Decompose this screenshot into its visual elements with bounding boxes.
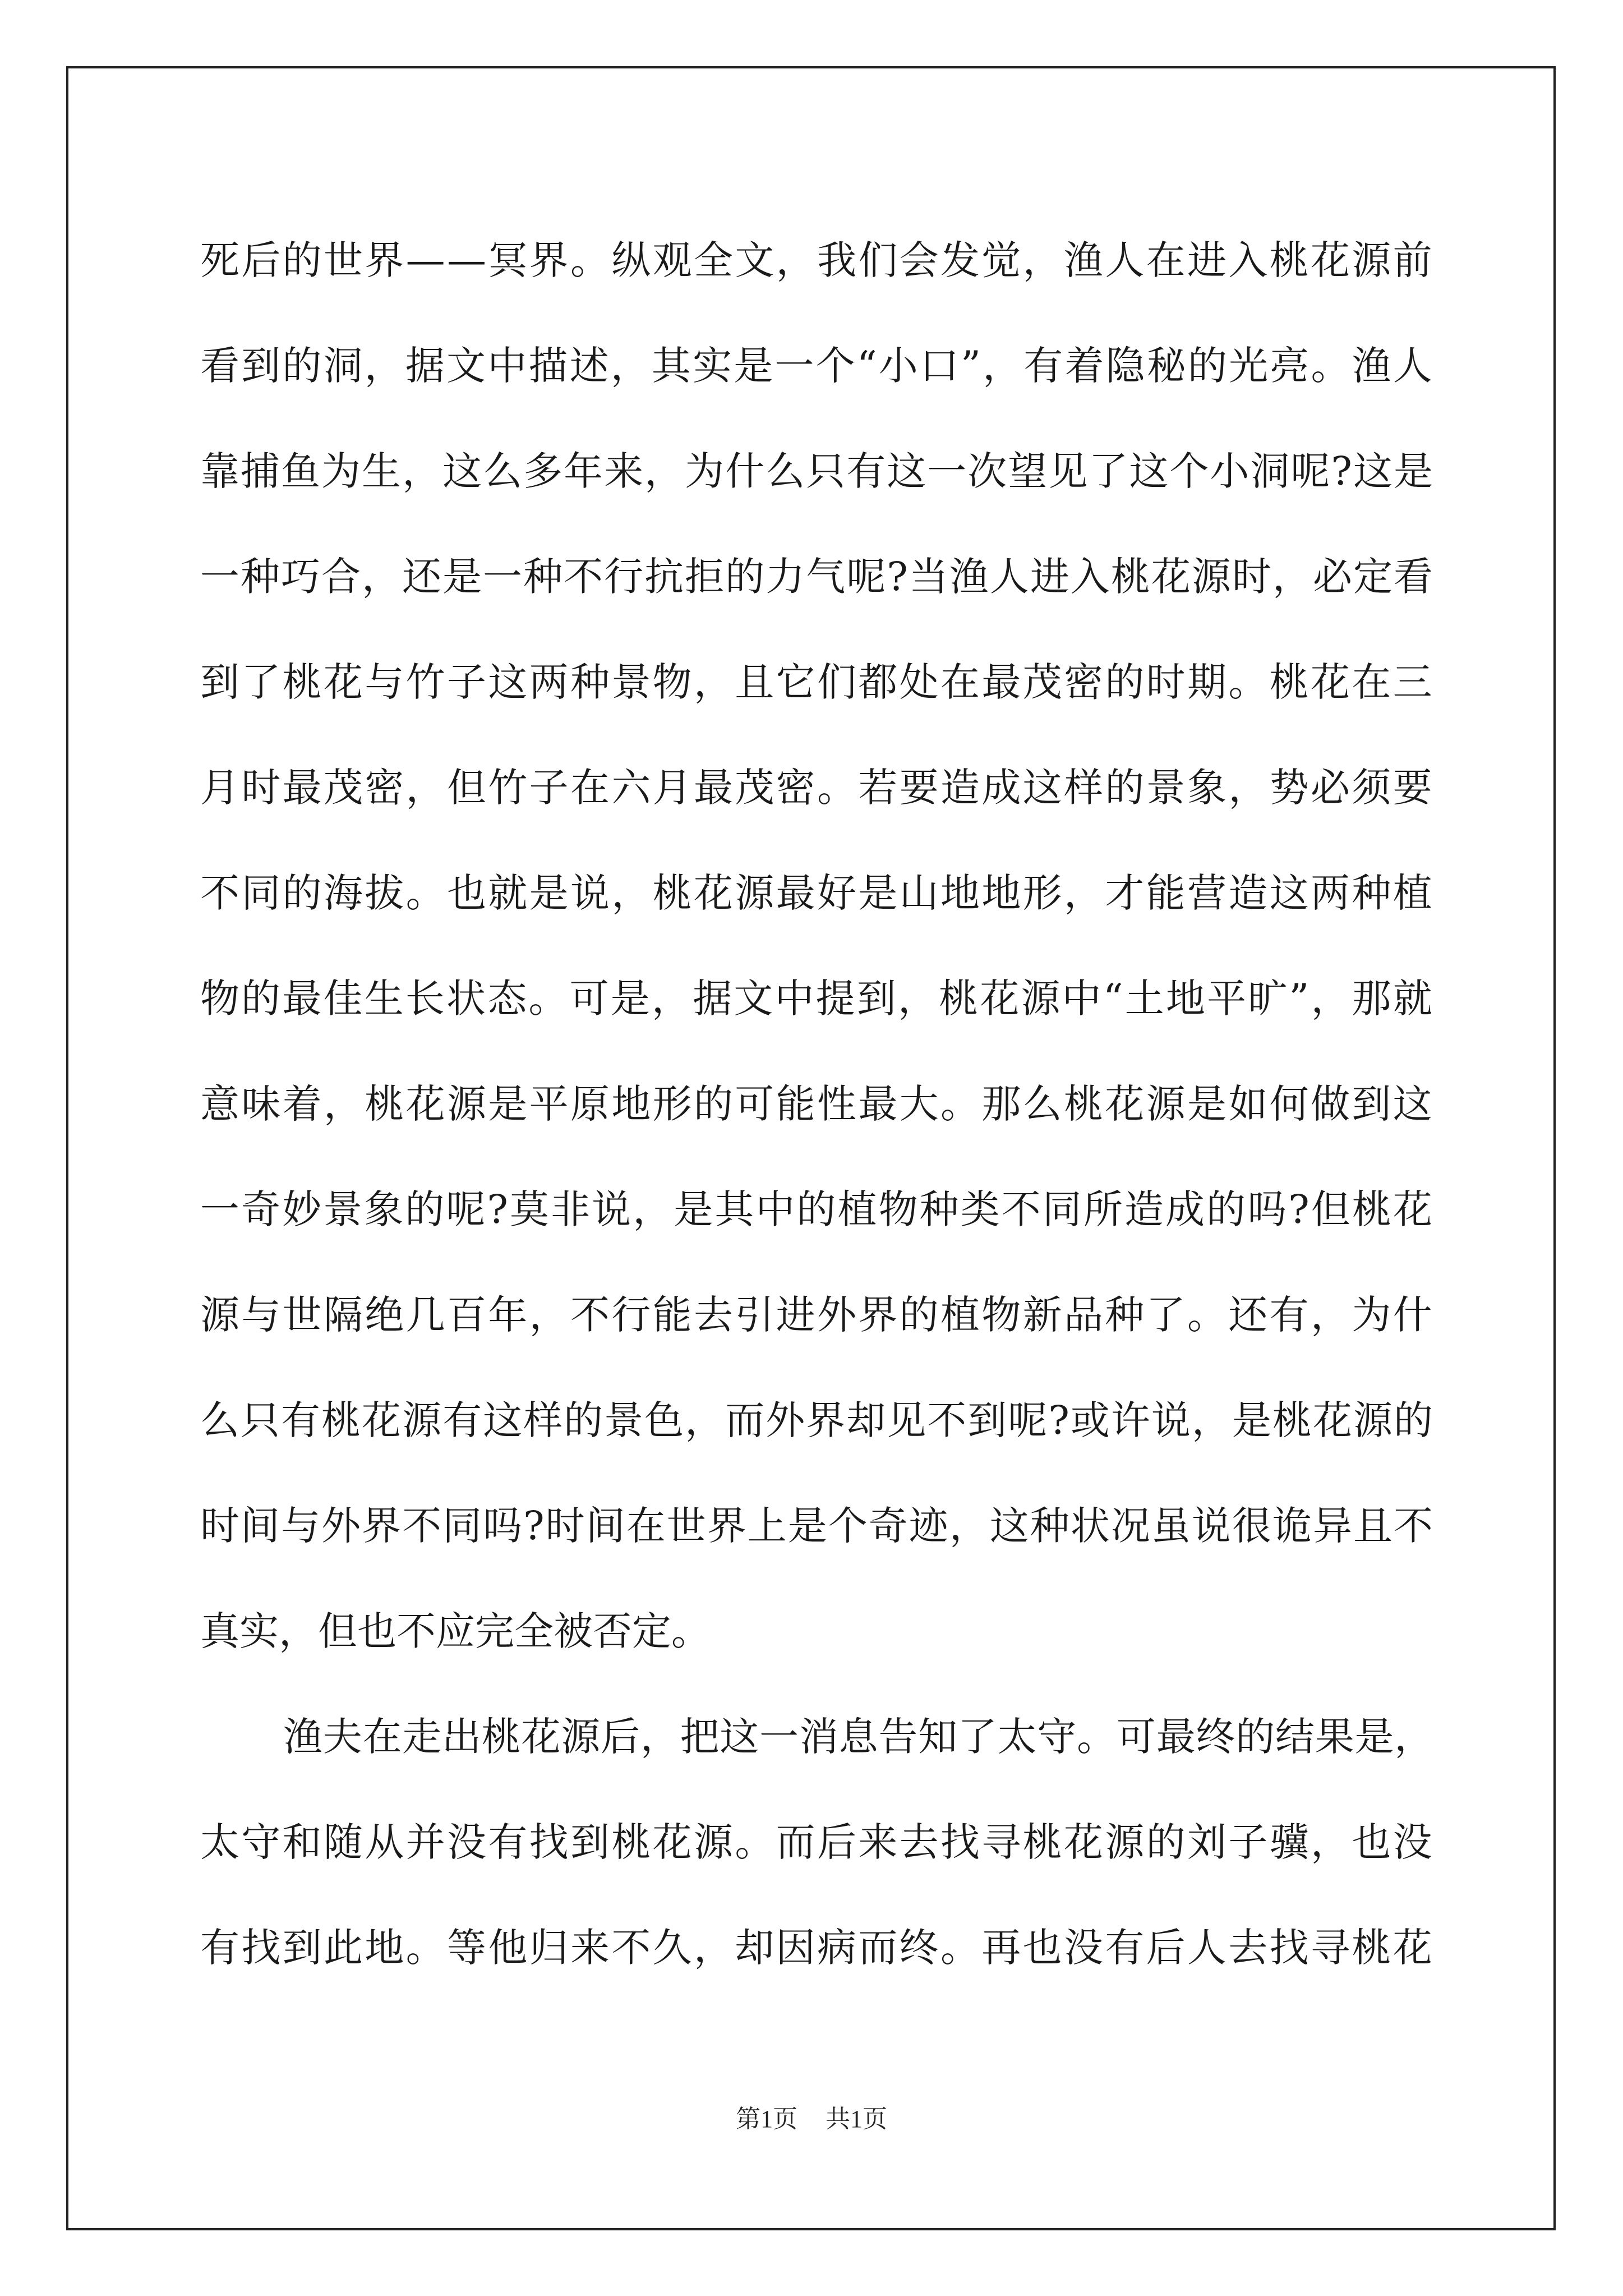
- text-line: 死后的世界——冥界。纵观全文，我们会发觉，渔人在进入桃花源前: [200, 237, 1434, 283]
- page-total: 共1页: [826, 2105, 887, 2133]
- text-line: 一奇妙景象的呢?莫非说，是其中的植物种类不同所造成的吗?但桃花: [200, 1186, 1434, 1232]
- text-line: 有找到此地。等他归来不久，却因病而终。再也没有后人去找寻桃花: [200, 1925, 1434, 1971]
- text-line: 太守和随从并没有找到桃花源。而后来去找寻桃花源的刘子骥，也没: [200, 1819, 1434, 1865]
- text-line: 靠捕鱼为生，这么多年来，为什么只有这一次望见了这个小洞呢?这是: [200, 448, 1434, 494]
- text-line: 么只有桃花源有这样的景色，而外界却见不到呢?或许说，是桃花源的: [200, 1397, 1434, 1443]
- page-number: 第1页: [736, 2105, 797, 2133]
- text-line: 月时最茂密，但竹子在六月最茂密。若要造成这样的景象，势必须要: [200, 765, 1434, 811]
- document-body: [200, 208, 1434, 2000]
- text-line: 源与世隔绝几百年，不行能去引进外界的植物新品种了。还有，为什: [200, 1292, 1434, 1338]
- text-line: 看到的洞，据文中描述，其实是一个“小口”，有着隐秘的光亮。渔人: [200, 343, 1434, 389]
- text-line: 不同的海拔。也就是说，桃花源最好是山地地形，才能营造这两种植: [200, 870, 1434, 916]
- text-line: 物的最佳生长状态。可是，据文中提到，桃花源中“土地平旷”，那就: [200, 976, 1434, 1022]
- text-line: 真实，但也不应完全被否定。: [200, 1608, 711, 1654]
- text-line: 到了桃花与竹子这两种景物，且它们都处在最茂密的时期。桃花在三: [200, 659, 1434, 705]
- text-line: 时间与外界不同吗?时间在世界上是个奇迹，这种状况虽说很诡异且不: [200, 1503, 1434, 1549]
- text-line: 意味着，桃花源是平原地形的可能性最大。那么桃花源是如何做到这: [200, 1081, 1434, 1127]
- text-line: 一种巧合，还是一种不行抗拒的力气呢?当渔人进入桃花源时，必定看: [200, 554, 1434, 600]
- page-footer: [0, 2102, 1623, 2136]
- text-line: 渔夫在走出桃花源后，把这一消息告知了太守。可最终的结果是，: [283, 1714, 1434, 1760]
